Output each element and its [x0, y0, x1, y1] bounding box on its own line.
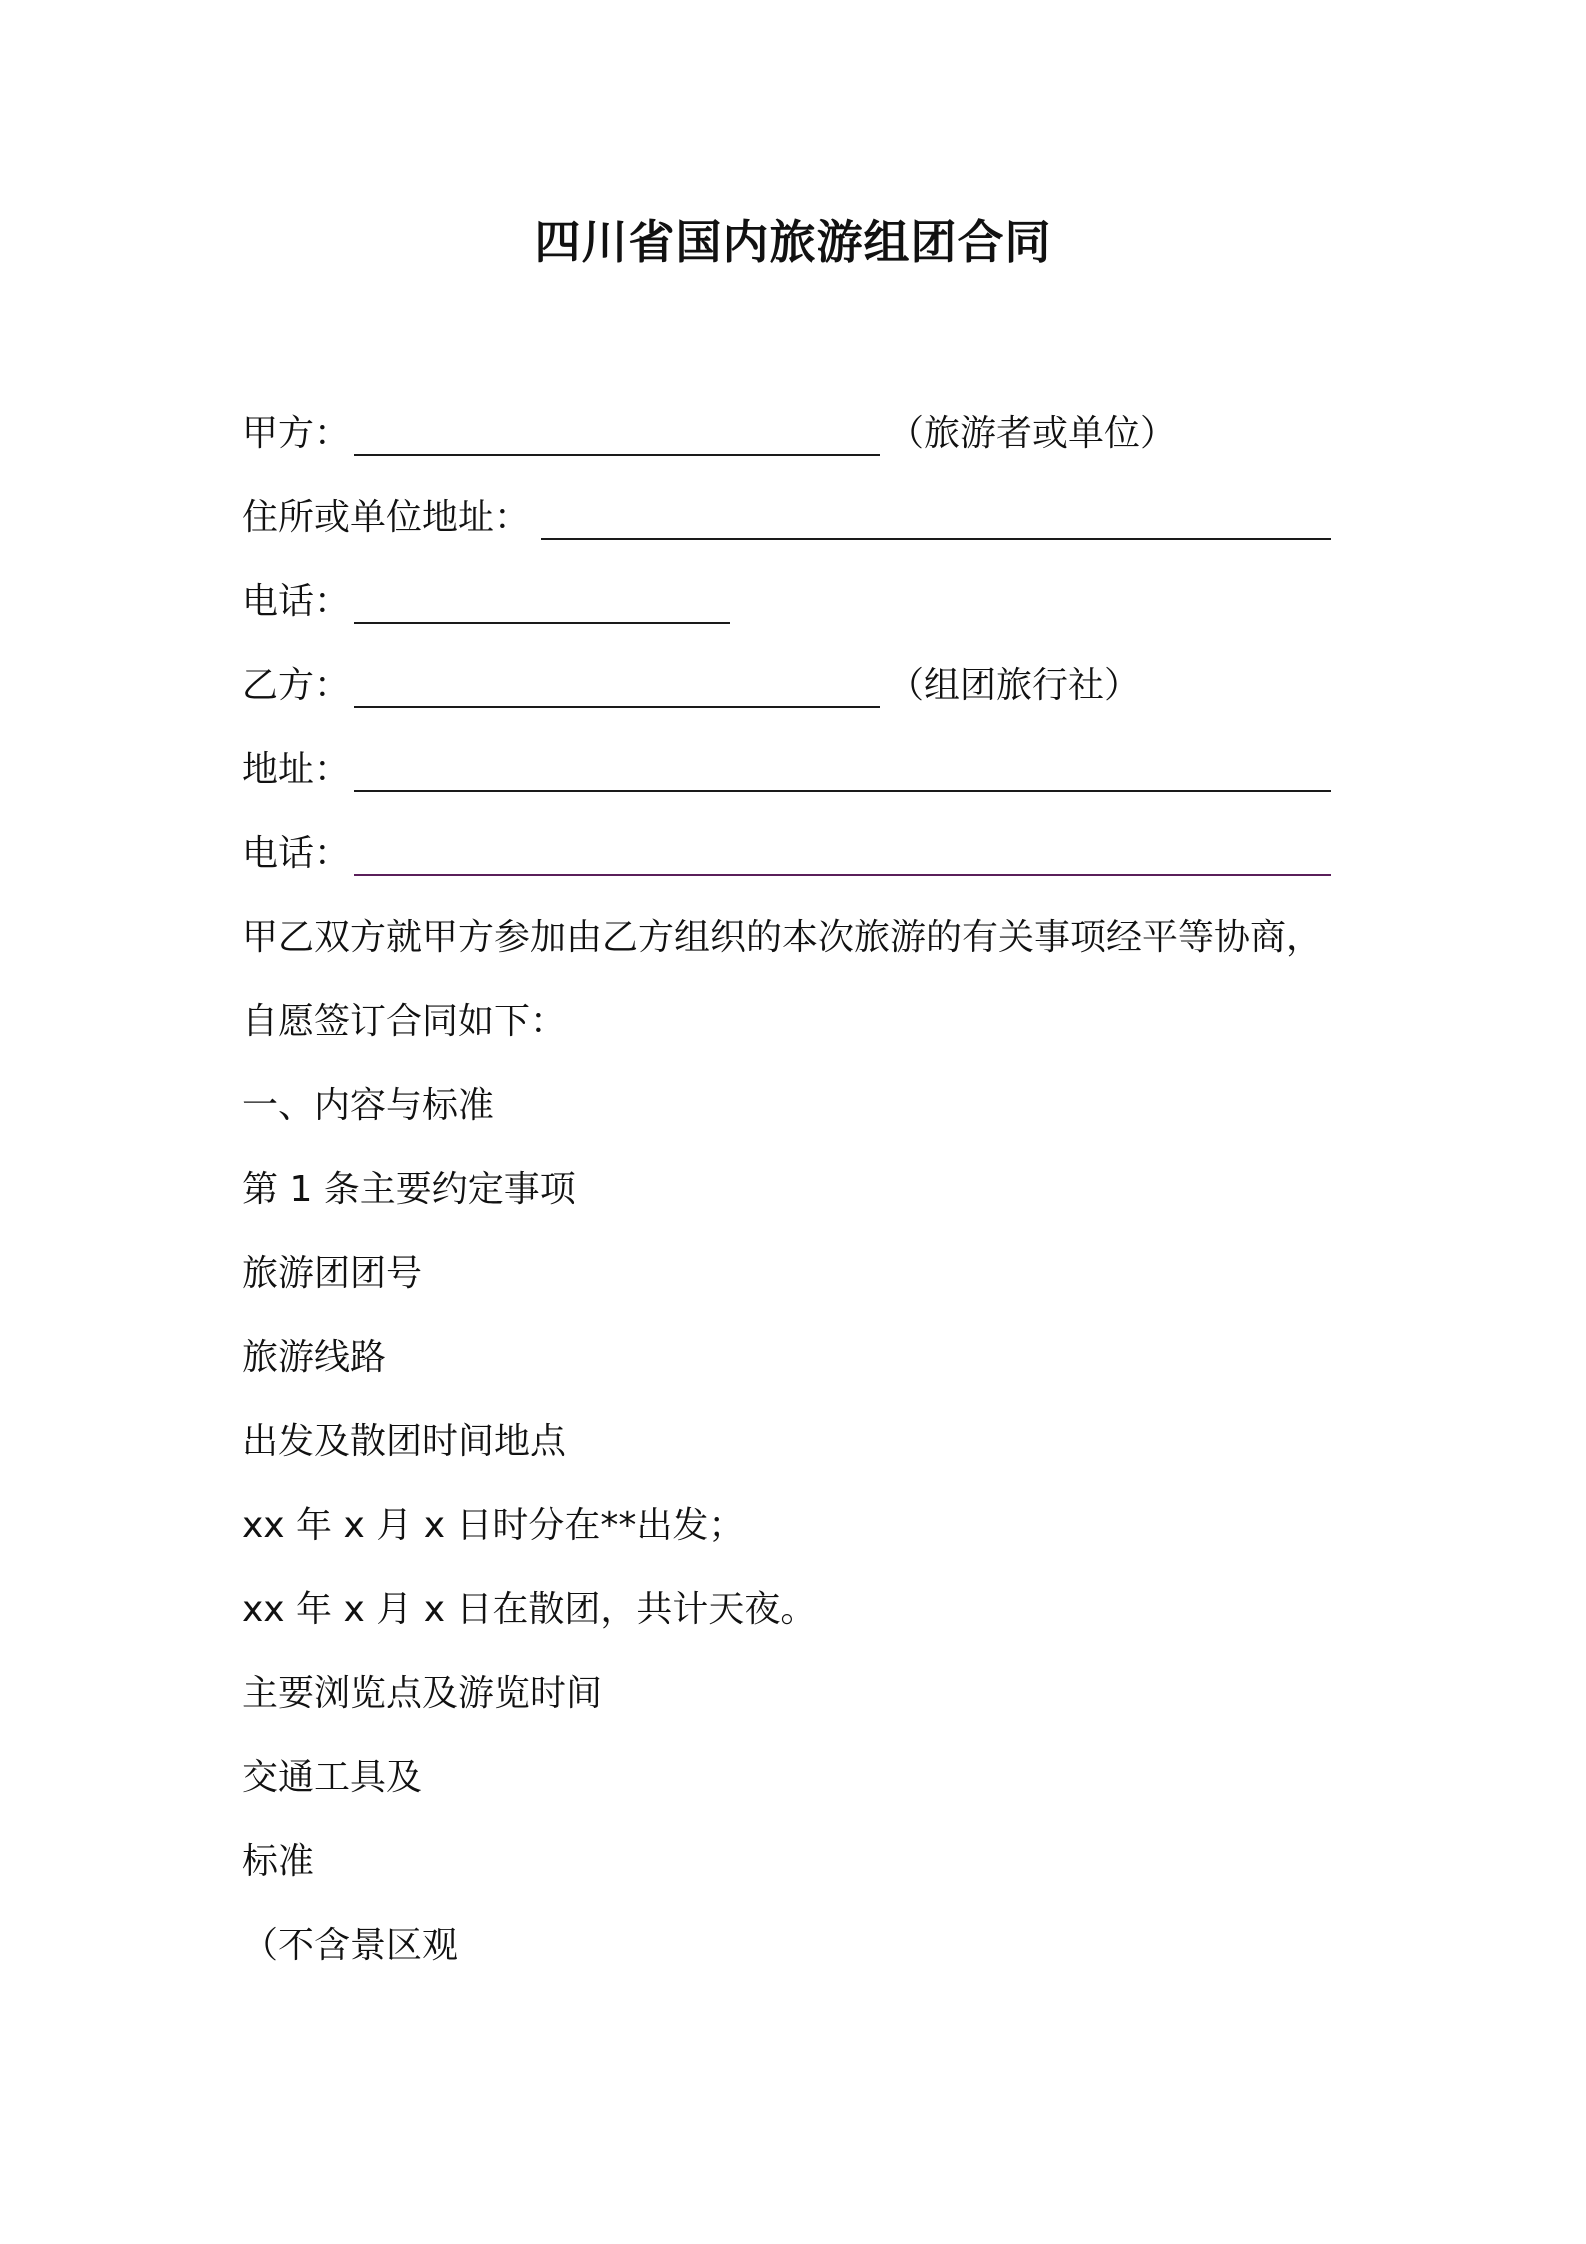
party-b-note: （组团旅行社） — [888, 665, 1141, 706]
body-line: 标准 — [242, 1841, 315, 1882]
address-b-field[interactable] — [354, 790, 1331, 792]
phone-b-label: 电话： — [242, 833, 351, 874]
section-heading: 一、内容与标准 — [242, 1085, 495, 1126]
body-line: 自愿签订合同如下： — [242, 1001, 567, 1042]
body-line: 交通工具及 — [242, 1757, 423, 1798]
body-line: 出发及散团时间地点 — [242, 1421, 567, 1462]
phone-b-field[interactable] — [354, 874, 1331, 876]
contract-title: 四川省国内旅游组团合同 — [534, 215, 1052, 269]
party-b-label: 乙方： — [242, 665, 351, 706]
party-a-note: （旅游者或单位） — [888, 413, 1177, 454]
party-a-field[interactable] — [354, 454, 880, 456]
address-a-label: 住所或单位地址： — [242, 497, 531, 538]
party-b-field[interactable] — [354, 706, 880, 708]
address-a-field[interactable] — [541, 538, 1331, 540]
body-line: 甲乙双方就甲方参加由乙方组织的本次旅游的有关事项经平等协商， — [242, 917, 1323, 958]
body-line: xx 年 x 月 x 日时分在**出发； — [242, 1505, 745, 1546]
body-line: （不含景区观 — [242, 1925, 459, 1966]
article-heading: 第 1 条主要约定事项 — [242, 1169, 576, 1210]
phone-a-label: 电话： — [242, 581, 351, 622]
body-line: 旅游线路 — [242, 1337, 387, 1378]
address-b-label: 地址： — [242, 749, 351, 790]
party-a-label: 甲方： — [242, 413, 351, 454]
phone-a-field[interactable] — [354, 622, 730, 624]
body-line: 旅游团团号 — [242, 1253, 423, 1294]
body-line: xx 年 x 月 x 日在散团，共计天夜。 — [242, 1589, 817, 1630]
body-line: 主要浏览点及游览时间 — [242, 1673, 603, 1714]
